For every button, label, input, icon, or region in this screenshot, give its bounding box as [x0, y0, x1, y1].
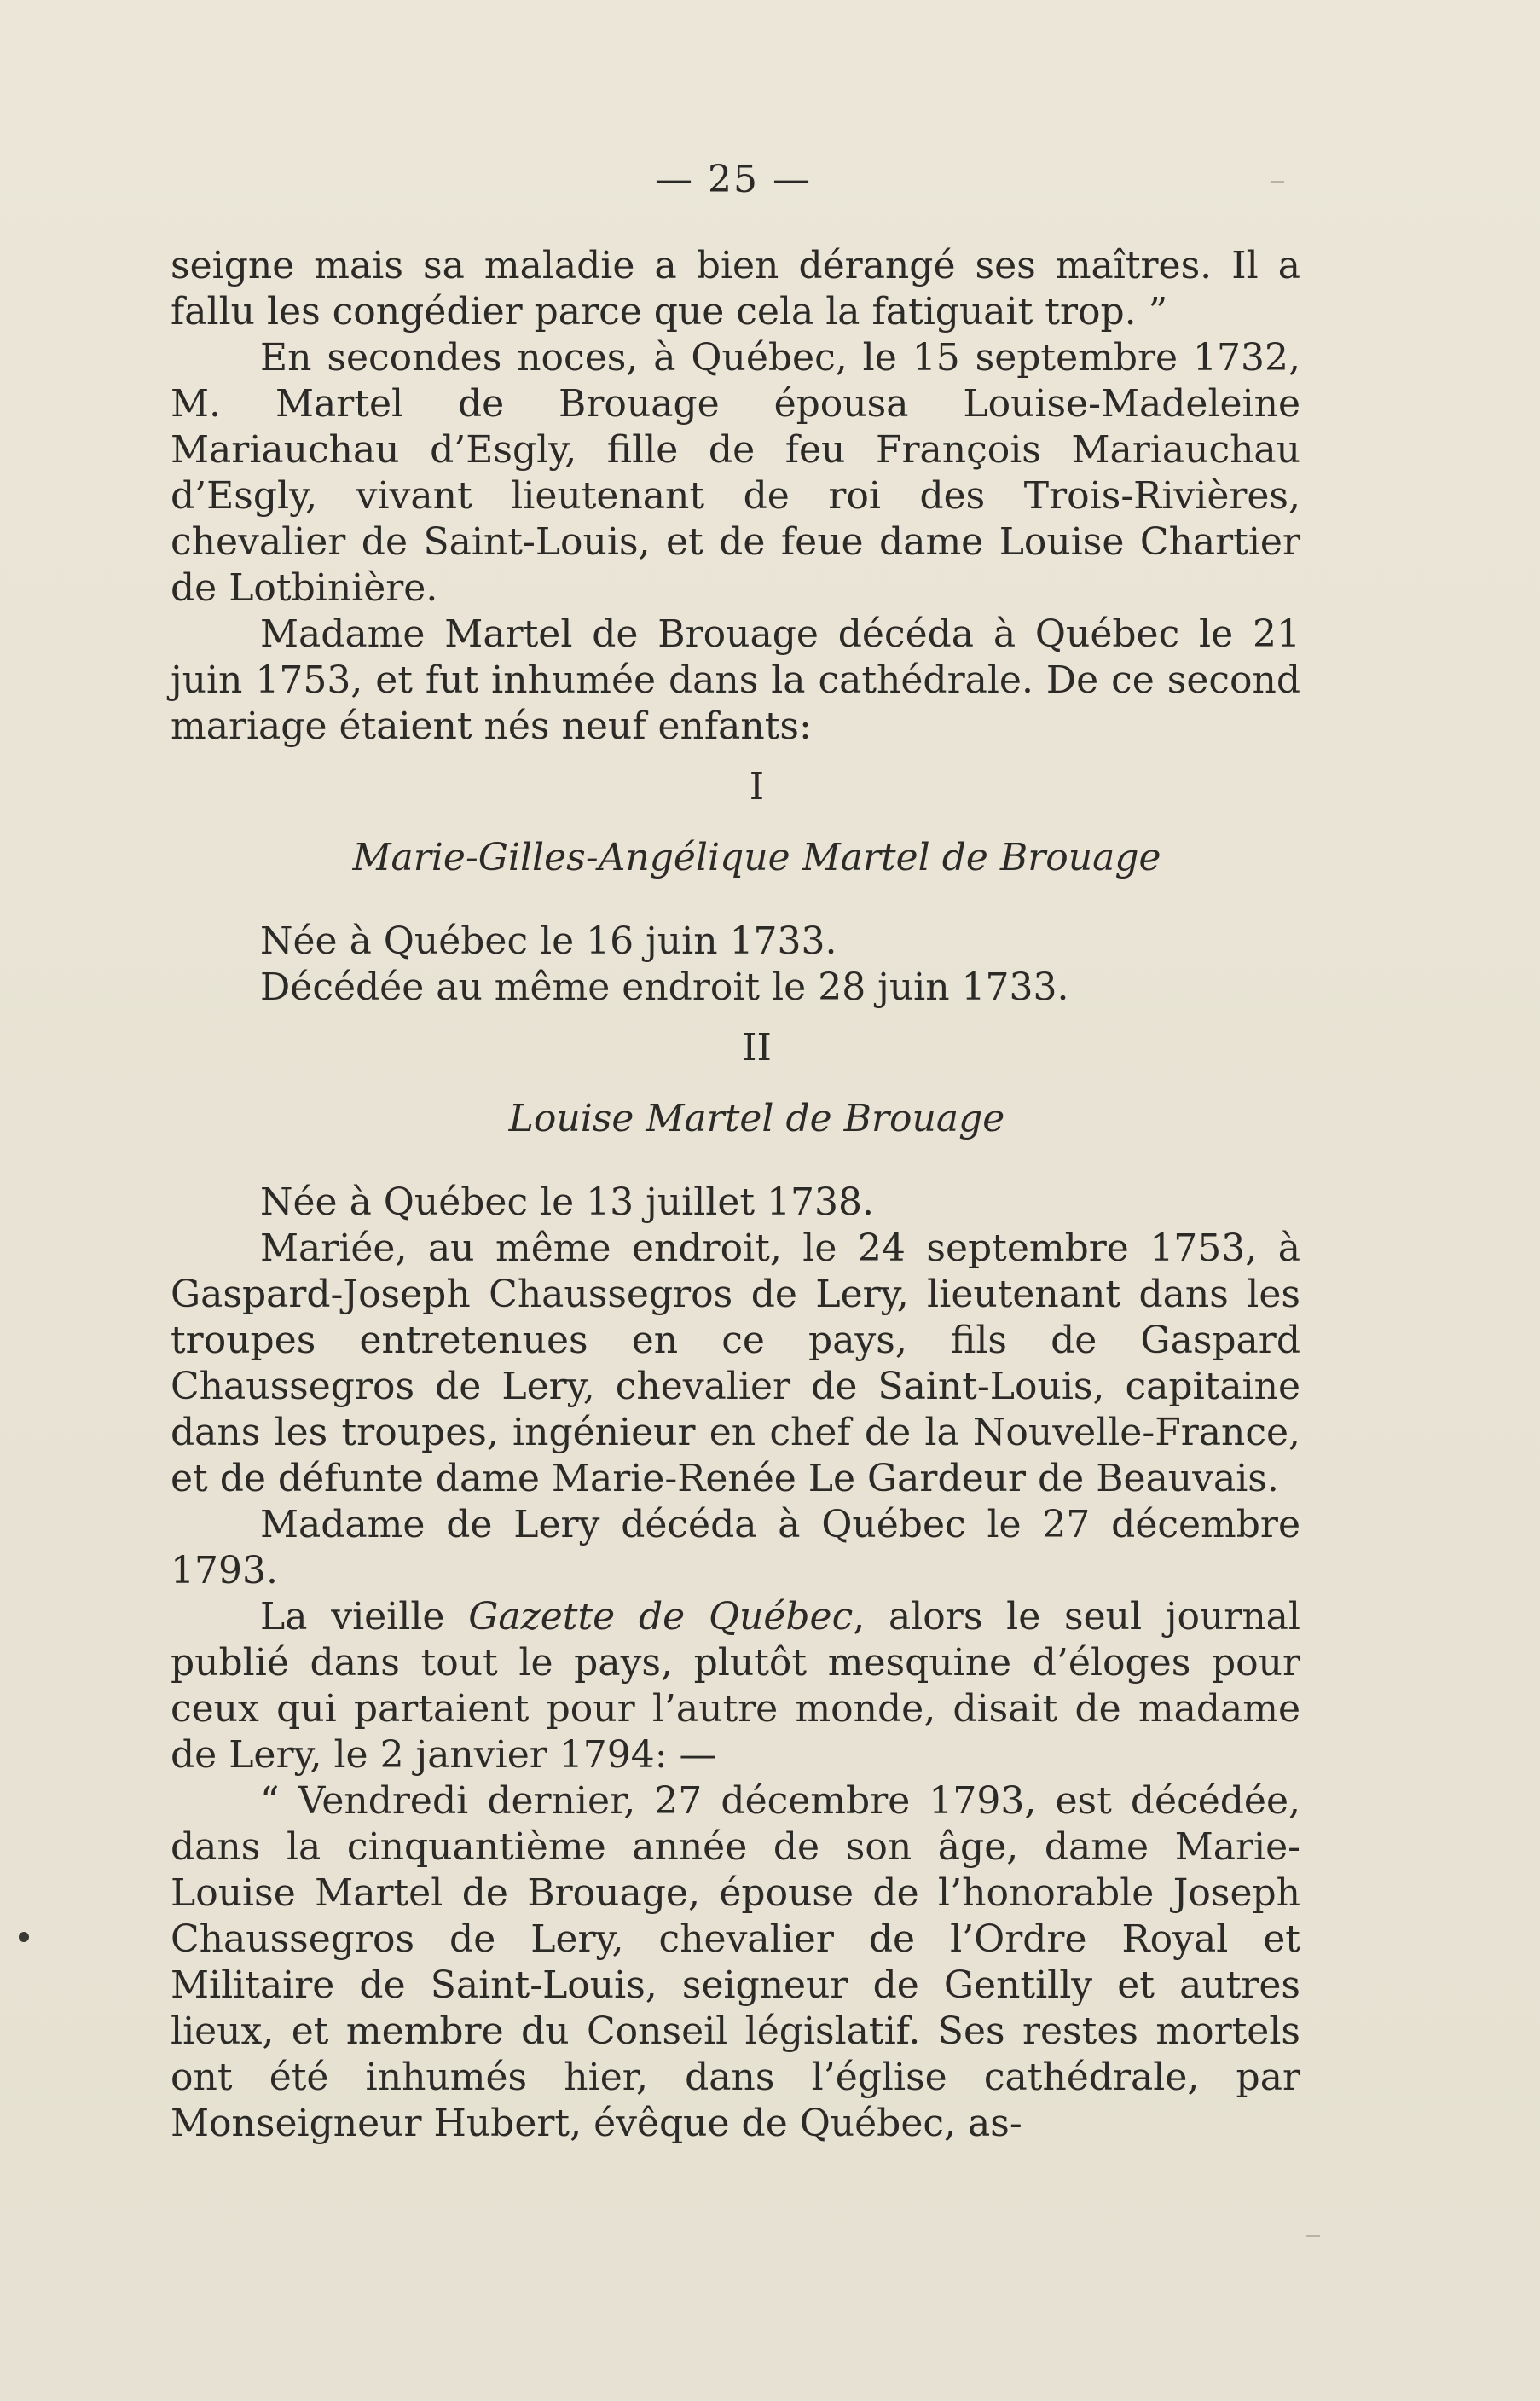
- page-number: — 25 —: [655, 158, 812, 201]
- section-1-death: Décédée au même endroit le 28 juin 1733.: [260, 966, 1069, 1009]
- section-2-birth: Née à Québec le 13 juillet 1738.: [260, 1180, 875, 1224]
- margin-dot-mark: [19, 1932, 29, 1942]
- gazette-rest-text: , alors le seul journal publié dans tout le pays, plutôt mesquine d’éloges pour ceux qui partaient pour l’autre monde, disait de madame de Lery, le 2 janvier 1794: —: [171, 1595, 1300, 1777]
- section-numeral-2: II: [742, 1026, 772, 1070]
- edge-tick-bottom: [1306, 2235, 1320, 2237]
- section-2-marriage: Mariée, au même endroit, le 24 septembre 1753, à Gaspard-Joseph Chaussegros de Lery, lieutenant dans les troupes entretenues en ce pays, fils de Gaspard Chaussegros de Lery, chevalier de Saint-Louis, capitaine dans les troupes, ingénieur en chef de la Nouvelle-France, et de défunte dame Marie-Renée Le Gardeur de Beauvais.: [171, 1227, 1300, 1500]
- section-1-birth: Née à Québec le 16 juin 1733.: [260, 919, 837, 963]
- paragraph-continuation: seigne mais sa maladie a bien dérangé ses maîtres. Il a fallu les congédier parce que cela la fatiguait trop. ”: [171, 244, 1300, 333]
- section-title-2: Louise Martel de Brouage: [508, 1097, 1005, 1140]
- section-title-1: Marie-Gilles-Angélique Martel de Brouage: [352, 836, 1161, 879]
- page-body: [171, 243, 1300, 2147]
- paragraph-second-marriage: En secondes noces, à Québec, le 15 septembre 1732, M. Martel de Brouage épousa Louise-Madeleine Mariauchau d’Esgly, fille de feu François Mariauchau d’Esgly, vivant lieutenant de roi des Trois-Rivières, chevalier de Saint-Louis, et de feue dame Louise Chartier de Lotbinière.: [171, 336, 1300, 610]
- gazette-lead-text: La vieille: [260, 1595, 469, 1638]
- section-2-obituary-quote: “ Vendredi dernier, 27 décembre 1793, est décédée, dans la cinquantième année de son âge, dame Marie-Louise Martel de Brouage, épouse de l’honorable Joseph Chaussegros de Lery, chevalier de l’Ordre Royal et Militaire de Saint-Louis, seigneur de Gentilly et autres lieux, et membre du Conseil législatif. Ses restes mortels ont été inhumés hier, dans l’église cathédrale, par Monseigneur Hubert, évêque de Québec, as-: [171, 1779, 1300, 2145]
- section-numeral-1: I: [749, 765, 765, 809]
- section-2-gazette-paragraph: [171, 1594, 1300, 1778]
- section-2-death: Madame de Lery décéda à Québec le 27 décembre 1793.: [171, 1503, 1300, 1592]
- paragraph-death-of-wife: Madame Martel de Brouage décéda à Québec le 21 juin 1753, et fut inhumée dans la cathédrale. De ce second mariage étaient nés neuf enfants:: [171, 612, 1300, 748]
- gazette-newspaper-title: Gazette de Québec: [468, 1595, 854, 1638]
- edge-tick-top: [1271, 181, 1284, 183]
